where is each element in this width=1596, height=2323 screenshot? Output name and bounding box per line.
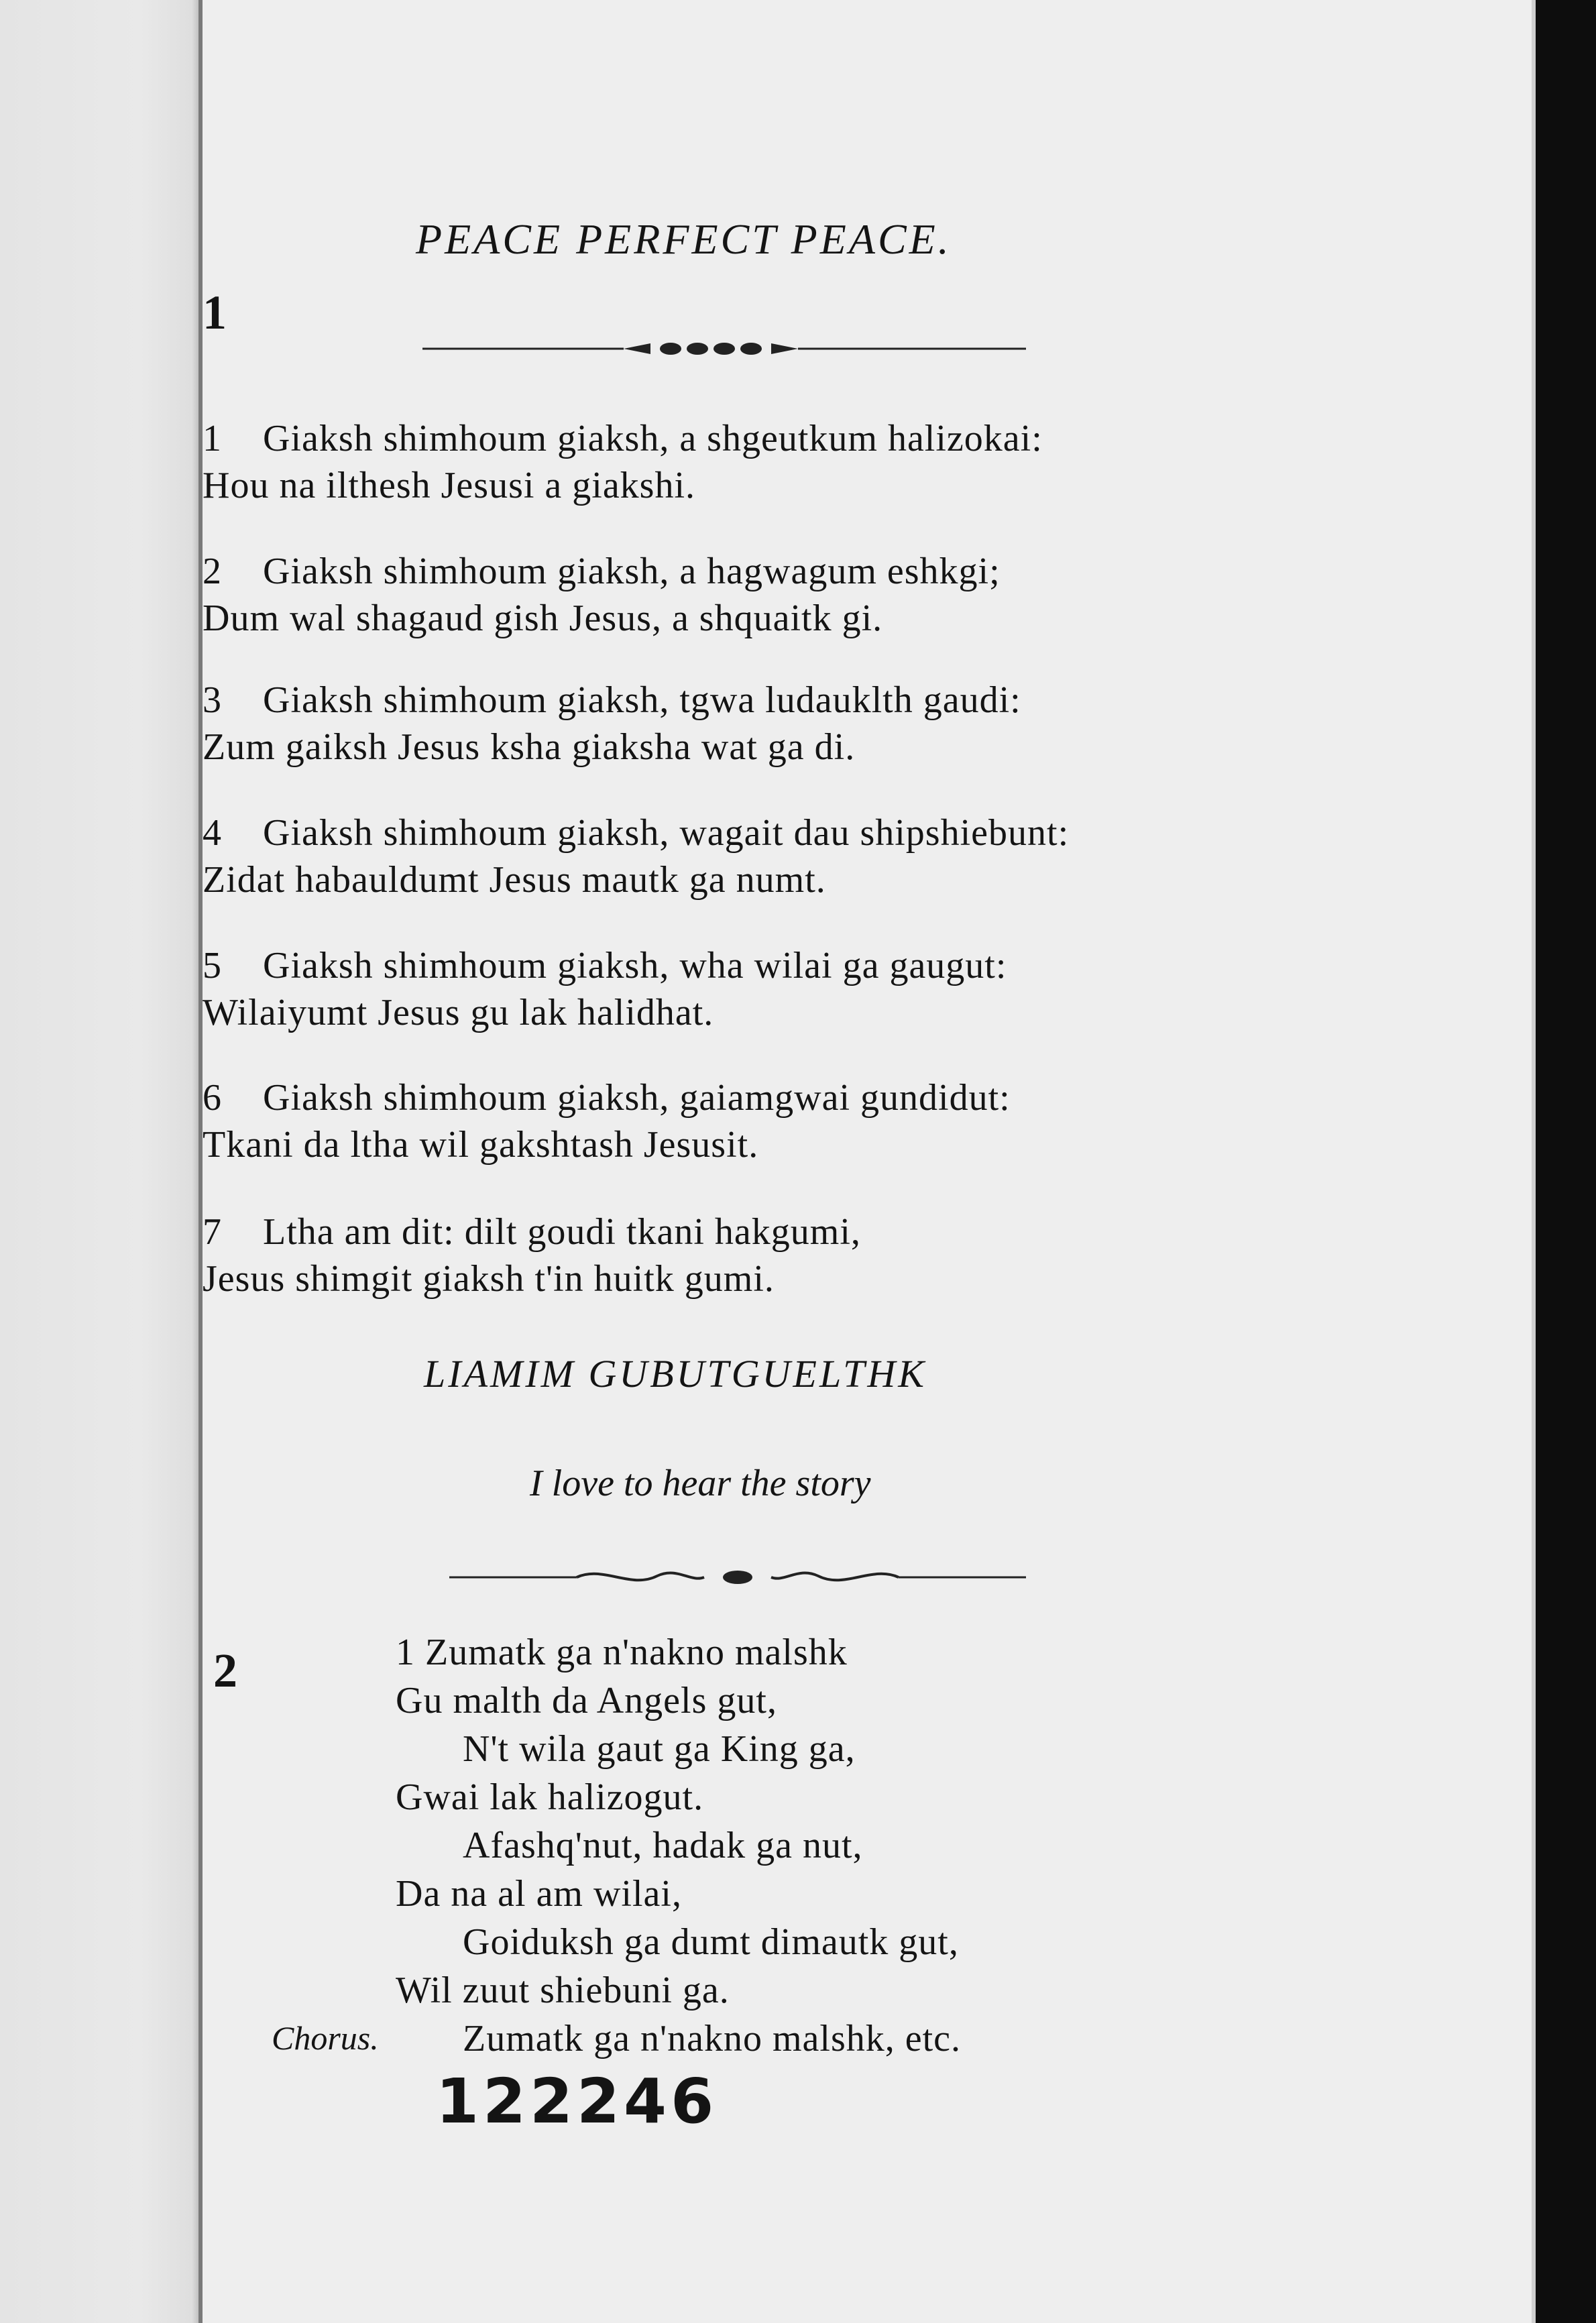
hymn2-line: Gu malth da Angels gut, <box>396 1680 777 1721</box>
verse-line-2: Tkani da ltha wil gakshtash Jesusit. <box>203 1124 759 1166</box>
verse-number: 5 <box>203 945 222 986</box>
hymn2-line: Da na al am wilai, <box>396 1873 682 1915</box>
verse-line <box>203 1210 861 1253</box>
hymn2-line: Gwai lak halizogut. <box>396 1776 704 1818</box>
verse-line-2: Wilaiyumt Jesus gu lak halidhat. <box>203 992 714 1033</box>
verse-line <box>203 811 1069 854</box>
hymn1-number: 1 <box>203 286 227 339</box>
verse-line <box>203 550 1001 593</box>
verse-text: Giaksh shimhoum giaksh, gaiamgwai gundidut: <box>263 1077 1011 1119</box>
hymn2-title: LIAMIM GUBUTGUELTHK <box>424 1352 927 1396</box>
page-gutter <box>0 0 201 2323</box>
hymn2-number: 2 <box>213 1644 237 1697</box>
verse-line <box>203 944 1007 987</box>
verse-number: 1 <box>203 418 222 459</box>
verse-number: 2 <box>203 551 222 592</box>
scan-background-edge <box>1536 0 1596 2323</box>
verse-line <box>203 417 1043 460</box>
hymn1-title: PEACE PERFECT PEACE. <box>416 215 952 263</box>
verse-text: Giaksh shimhoum giaksh, a shgeutkum halizokai: <box>263 418 1043 459</box>
verse-line-2: Zidat habauldumt Jesus mautk ga numt. <box>203 859 826 901</box>
verse-text: Giaksh shimhoum giaksh, tgwa ludauklth gaudi: <box>263 679 1021 721</box>
hymn2-line: N't wila gaut ga King ga, <box>463 1728 856 1770</box>
verse-number: 7 <box>203 1211 222 1253</box>
fold-shadow <box>192 0 198 2323</box>
hymn2-line: Wil zuut shiebuni ga. <box>396 1970 730 2011</box>
hymn2-line: Goiduksh ga dumt dimautk gut, <box>463 1921 959 1963</box>
verse-text: Giaksh shimhoum giaksh, a hagwagum eshkgi; <box>263 551 1001 592</box>
hymn2-subtitle: I love to hear the story <box>530 1463 871 1504</box>
verse-line-2: Zum gaiksh Jesus ksha giaksha wat ga di. <box>203 726 856 768</box>
verse-text: Ltha am dit: dilt goudi tkani hakgumi, <box>263 1211 861 1253</box>
hymn2-line: 1 Zumatk ga n'nakno malshk <box>396 1632 848 1673</box>
verse-number: 3 <box>203 679 222 721</box>
verse-line-2: Dum wal shagaud gish Jesus, a shquaitk gi. <box>203 598 883 639</box>
hymn2-line: Afashq'nut, hadak ga nut, <box>463 1825 863 1866</box>
divider-ornament-1 <box>422 335 1026 362</box>
verse-line-2: Jesus shimgit giaksh t'in huitk gumi. <box>203 1258 775 1300</box>
divider-ornament-2 <box>449 1563 1026 1589</box>
verse-number: 4 <box>203 812 222 854</box>
verse-text: Giaksh shimhoum giaksh, wagait dau shipshiebunt: <box>263 812 1070 854</box>
chorus-text: Zumatk ga n'nakno malshk, etc. <box>463 2018 962 2059</box>
verse-line-2: Hou na ilthesh Jesusi a giakshi. <box>203 465 696 506</box>
verse-line <box>203 1076 1011 1119</box>
chorus-label: Chorus. <box>272 2019 379 2057</box>
verse-line <box>203 679 1021 722</box>
verse-number: 6 <box>203 1077 222 1119</box>
verse-text: Giaksh shimhoum giaksh, wha wilai ga gaugut: <box>263 945 1007 986</box>
accession-stamp: 122246 <box>436 2065 718 2137</box>
